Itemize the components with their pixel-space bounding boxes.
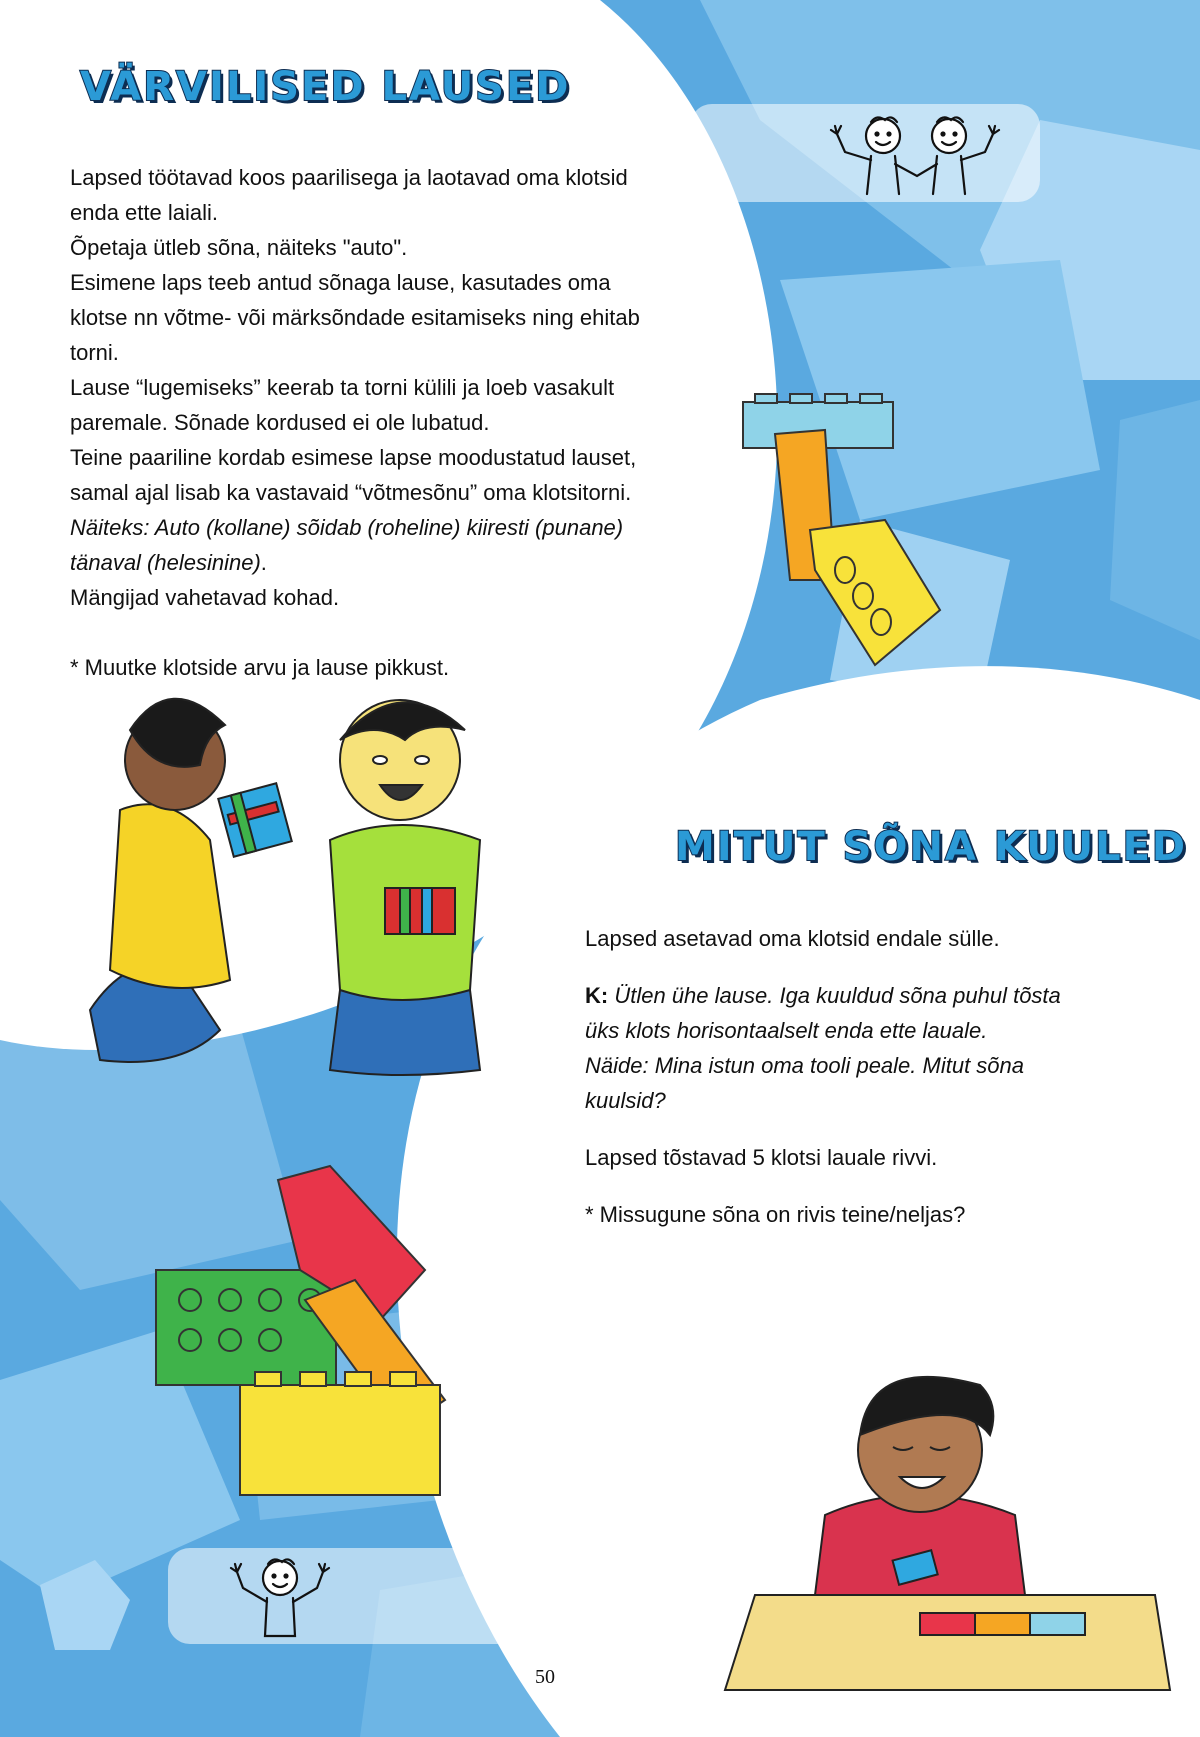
section1-line-5: klotse nn võtme- või märksõndade esitamiseks ning ehitab <box>70 305 640 330</box>
large-blocks-illustration <box>150 1160 480 1505</box>
section1-line-10: samal ajal lisab ka vastavaid “võtmesõnu” oma klotsitorni. <box>70 480 632 505</box>
section1-example-line-2 <box>70 545 730 580</box>
section1-line-4: Esimene laps teeb antud sõnaga lause, kasutades oma <box>70 270 611 295</box>
section1-line-8: paremale. Sõnade kordused ei ole lubatud. <box>70 410 490 435</box>
section1-line-7: Lause “lugemiseks” keerab ta torni külili ja loeb vasakult <box>70 375 615 400</box>
section2-note: * Missugune sõna on rivis teine/neljas? <box>585 1202 966 1227</box>
section2-k-label: K: <box>585 983 609 1008</box>
section2-k-line-4: kuulsid? <box>585 1088 666 1113</box>
section1-note: * Muutke klotside arvu ja lause pikkust. <box>70 655 450 680</box>
section2-title: MITUT SÕNA KUULED <box>675 824 1188 870</box>
section1-title: VÄRVILISED LAUSED <box>80 64 571 110</box>
section1-line-2: enda ette laiali. <box>70 200 218 225</box>
section2-k-text-1: Ütlen ühe lause. Iga kuuldud sõna puhul tõsta <box>614 983 1061 1008</box>
section1-spacer <box>70 615 730 650</box>
section1-body <box>70 160 730 685</box>
section2-k-line-3: Näide: Mina istun oma tooli peale. Mitut sõna <box>585 1053 1025 1078</box>
child-at-table-illustration <box>715 1355 1175 1695</box>
section1-example-line-1: Näiteks: Auto (kollane) sõidab (roheline) kiiresti (punane) <box>70 515 624 540</box>
section2-k-line-1 <box>585 978 1145 1013</box>
section1-line-1: Lapsed töötavad koos paarilisega ja laotavad oma klotsid <box>70 165 628 190</box>
section2-spacer-3 <box>585 1175 1145 1197</box>
section1-line-6: torni. <box>70 340 119 365</box>
pair-work-icon <box>825 112 1005 198</box>
section1-line-9: Teine paariline kordab esimese lapse moodustatud lauset, <box>70 445 637 470</box>
section1-example-text: tänaval (helesinine) <box>70 550 261 575</box>
section2-paragraph-3: Lapsed tõstavad 5 klotsi lauale rivvi. <box>585 1145 938 1170</box>
section2-spacer-2 <box>585 1118 1145 1140</box>
single-child-icon <box>225 1556 335 1638</box>
section2-spacer-1 <box>585 956 1145 978</box>
section1-line-3: Õpetaja ütleb sõna, näiteks "auto". <box>70 235 408 260</box>
section2-body <box>585 921 1145 1232</box>
page-number: 50 <box>535 1666 555 1688</box>
section1-example-end: . <box>260 550 267 575</box>
section2-k-line-2: üks klots horisontaalselt enda ette lauale. <box>585 1018 988 1043</box>
section1-last-line: Mängijad vahetavad kohad. <box>70 585 340 610</box>
children-with-blocks-illustration <box>50 690 510 1080</box>
block-tower-illustration <box>735 390 945 680</box>
section2-paragraph-1: Lapsed asetavad oma klotsid endale sülle. <box>585 926 1000 951</box>
